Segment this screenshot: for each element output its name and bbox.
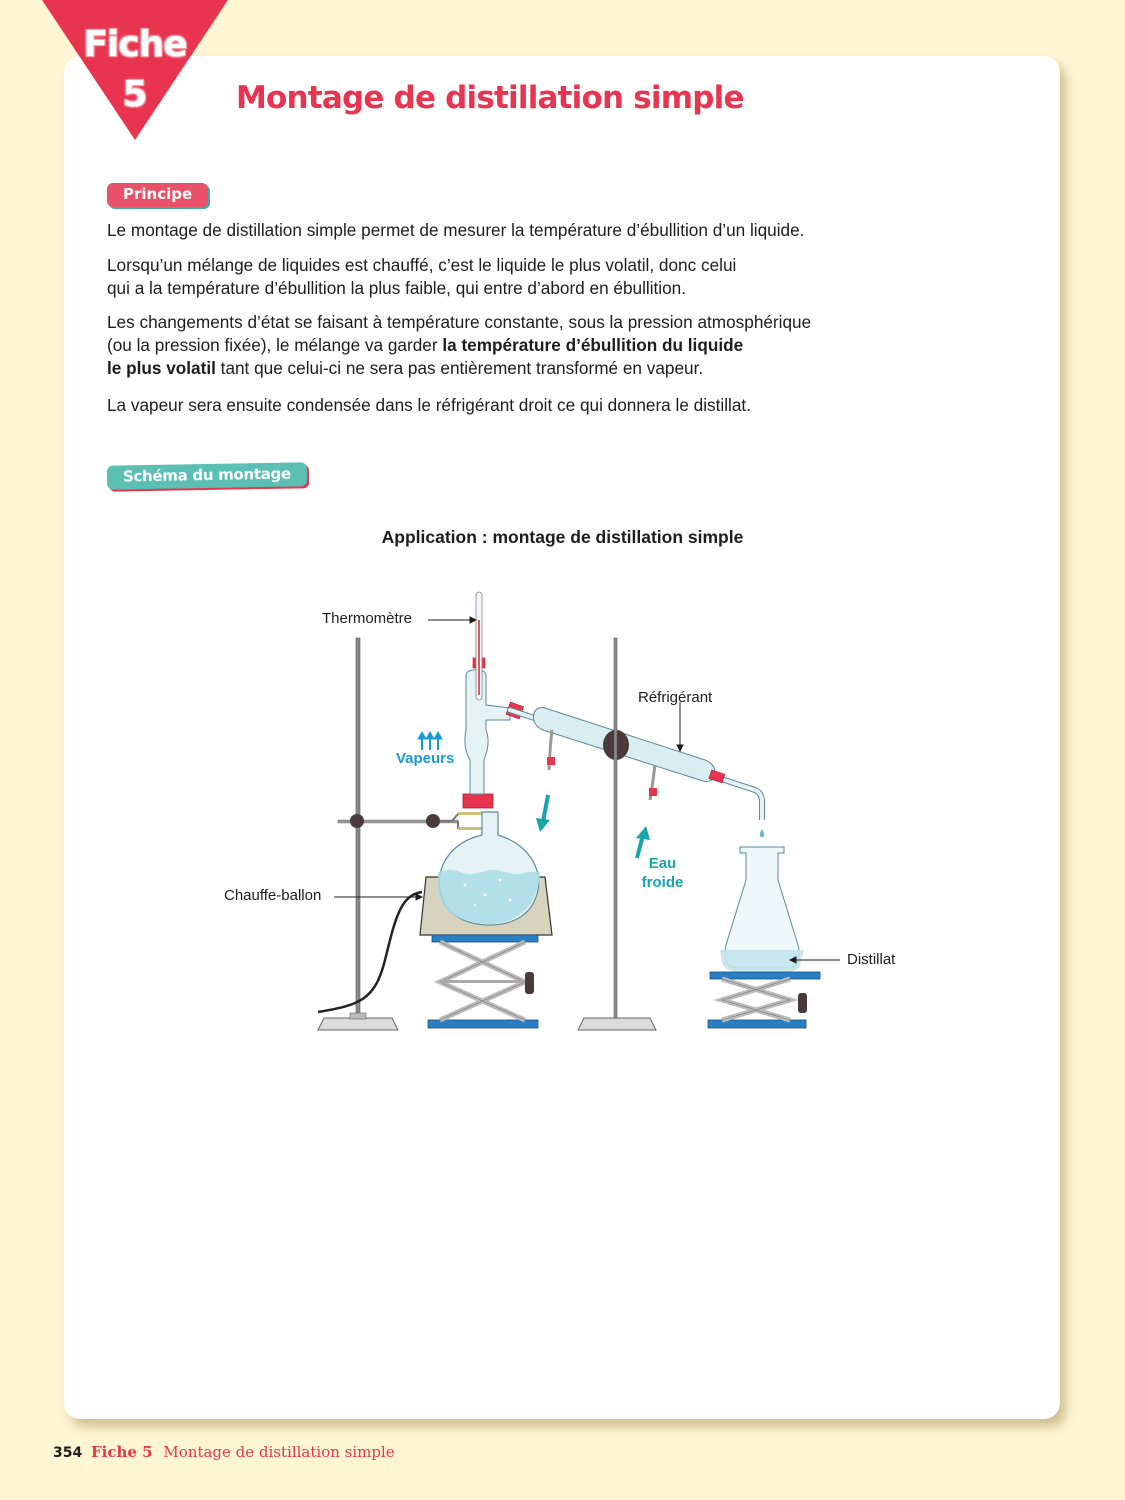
paragraph-2 [107, 254, 907, 300]
page-number: 354 [53, 1445, 83, 1461]
label-eau: Eau [648, 855, 677, 872]
triangle-badge-icon [42, 0, 228, 140]
section-tag-schema: Schéma du montage [107, 462, 307, 489]
paragraph-3-line-1: Les changements d’état se faisant à température constante, sous la pression atmosphérique [107, 312, 812, 332]
erlenmeyer-flask-icon [720, 847, 804, 972]
vapour-arrows-icon [418, 732, 442, 750]
footer-fiche: Fiche 5 [91, 1443, 153, 1461]
power-cable-icon [318, 892, 422, 1012]
page-footer [53, 1443, 395, 1461]
label-froide: froide [641, 874, 684, 891]
paragraph-3-end: tant que celui-ci ne sera pas entièrement transformé en vapeur. [215, 358, 704, 378]
fiche-number: 5 [122, 74, 148, 115]
drop-icon [760, 829, 765, 837]
distillation-apparatus-illustration [200, 580, 940, 1050]
distillation-head-icon [465, 658, 524, 794]
label-refrigerant: Réfrigérant [638, 689, 713, 706]
water-out-arrow-icon [543, 795, 548, 822]
section-tag-principe: Principe [107, 183, 208, 207]
fiche-word: Fiche [83, 24, 187, 65]
paragraph-1: Le montage de distillation simple permet de mesurer la température d’ébullition d’un liquide. [107, 220, 805, 240]
label-vapeurs: Vapeurs [396, 750, 455, 767]
fiche-badge [42, 0, 228, 140]
paragraph-3-bold-1: la température d’ébullition du liquide [442, 335, 744, 355]
paragraph-2-line-2: qui a la température d’ébullition la plus faible, qui entre d’abord en ébullition. [107, 278, 687, 298]
distillation-diagram [200, 580, 940, 1050]
label-distillat: Distillat [847, 951, 896, 968]
round-bottom-flask-icon [438, 794, 540, 925]
label-chauffe-ballon: Chauffe-ballon [224, 887, 322, 904]
thermometer-icon [476, 592, 482, 700]
paragraph-3 [107, 311, 907, 380]
paragraph-3-text: (ou la pression fixée), le mélange va garder [107, 335, 443, 355]
lab-jack-right-icon [708, 972, 820, 1028]
label-eau-froide [640, 854, 685, 892]
paragraph-3-bold-2: le plus volatil [107, 358, 216, 378]
lab-jack-left-icon [428, 935, 538, 1028]
paragraph-4: La vapeur sera ensuite condensée dans le réfrigérant droit ce qui donnera le distillat. [107, 395, 751, 415]
diagram-title: Application : montage de distillation simple [381, 527, 744, 547]
page-title: Montage de distillation simple [236, 80, 744, 116]
paragraph-2-line-1: Lorsqu’un mélange de liquides est chauffé, c’est le liquide le plus volatil, donc celui [107, 255, 737, 275]
label-thermometre: Thermomètre [322, 610, 413, 627]
footer-title: Montage de distillation simple [163, 1443, 395, 1461]
